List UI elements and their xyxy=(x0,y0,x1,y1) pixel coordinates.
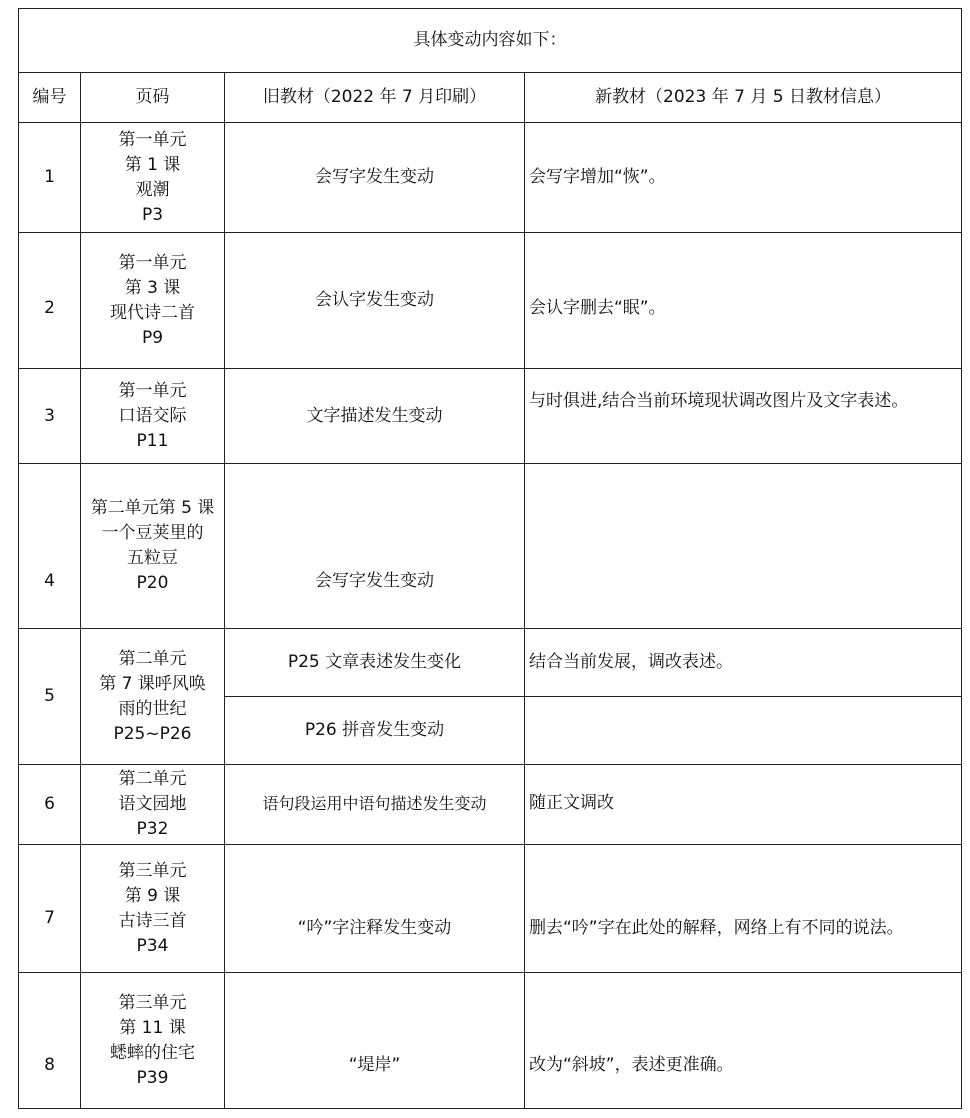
row-old: 会写字发生变动 xyxy=(225,123,525,233)
row-page xyxy=(81,973,225,1109)
page-line: 第三单元 xyxy=(118,992,187,1013)
page-line: 第二单元 xyxy=(118,769,187,789)
page-line: 语文园地 xyxy=(118,794,187,814)
page-line: 观潮 xyxy=(135,179,170,200)
row-page xyxy=(81,369,225,464)
row-page xyxy=(81,464,225,629)
page-line: 第 9 课 xyxy=(124,885,181,906)
page-line: 第一单元 xyxy=(118,129,187,150)
row-no: 8 xyxy=(19,973,81,1109)
row-old: 文字描述发生变动 xyxy=(225,369,525,464)
page-line: P25~P26 xyxy=(113,723,192,744)
header-old: 旧教材（2022 年 7 月印刷） xyxy=(225,73,525,123)
table-row xyxy=(19,629,962,697)
page-line: 古诗三首 xyxy=(118,910,187,931)
page-line: 第 1 课 xyxy=(124,154,181,175)
row-page xyxy=(81,233,225,369)
table-row xyxy=(19,765,962,845)
page-line: 雨的世纪 xyxy=(118,698,187,719)
row-old: “堤岸” xyxy=(225,973,525,1109)
row-new: 与时俱进,结合当前环境现状调改图片及文字表述。 xyxy=(525,369,962,464)
page-line: 第三单元 xyxy=(118,860,187,881)
page-line: P20 xyxy=(136,573,169,593)
page-line: 第二单元第 5 课 xyxy=(90,498,215,518)
row-old: “吟”字注释发生变动 xyxy=(225,845,525,973)
page-line: P34 xyxy=(136,935,169,956)
page-line: 现代诗二首 xyxy=(110,302,195,323)
row-old: P26 拼音发生变动 xyxy=(225,697,525,765)
page-line: 第 3 课 xyxy=(124,277,181,298)
page-line: 五粒豆 xyxy=(127,548,178,568)
row-new: 改为“斜坡”，表述更准确。 xyxy=(525,973,962,1109)
page-line: 第一单元 xyxy=(118,380,187,401)
row-old: 会认字发生变动 xyxy=(225,233,525,369)
header-new: 新教材（2023 年 7 月 5 日教材信息） xyxy=(525,73,962,123)
header-no: 编号 xyxy=(19,73,81,123)
table-row xyxy=(19,233,962,369)
page-line: 口语交际 xyxy=(118,405,187,426)
page-line: P3 xyxy=(141,204,164,225)
row-page xyxy=(81,629,225,765)
row-no: 5 xyxy=(19,629,81,765)
table-row xyxy=(19,369,962,464)
page-line: 第二单元 xyxy=(118,648,187,669)
page-line: P11 xyxy=(136,430,169,451)
row-no: 3 xyxy=(19,369,81,464)
row-no: 7 xyxy=(19,845,81,973)
page-line: P39 xyxy=(136,1067,169,1088)
row-new: 会认字删去“眠”。 xyxy=(525,233,962,369)
page-line: 蟋蟀的住宅 xyxy=(110,1042,195,1063)
row-new xyxy=(525,464,962,629)
table-row xyxy=(19,845,962,973)
table-row xyxy=(19,464,962,629)
table-title: 具体变动内容如下： xyxy=(19,9,962,73)
row-new: 结合当前发展，调改表述。 xyxy=(525,629,962,697)
page-line: P9 xyxy=(141,327,164,348)
row-no: 6 xyxy=(19,765,81,845)
row-no: 4 xyxy=(19,464,81,629)
row-new: 随正文调改 xyxy=(525,765,962,845)
page-line: 第一单元 xyxy=(118,252,187,273)
page-line: 一个豆荚里的 xyxy=(101,523,204,543)
page-line: 第 11 课 xyxy=(119,1017,186,1038)
header-page: 页码 xyxy=(81,73,225,123)
row-old: 会写字发生变动 xyxy=(225,464,525,629)
changes-table xyxy=(18,8,962,1109)
row-old: P25 文章表述发生变化 xyxy=(225,629,525,697)
row-page xyxy=(81,123,225,233)
row-new: 会写字增加“恢”。 xyxy=(525,123,962,233)
header-row xyxy=(19,73,962,123)
row-old: 语句段运用中语句描述发生变动 xyxy=(225,765,525,845)
row-page xyxy=(81,845,225,973)
row-no: 2 xyxy=(19,233,81,369)
row-no: 1 xyxy=(19,123,81,233)
table-row xyxy=(19,123,962,233)
table-row xyxy=(19,973,962,1109)
row-new xyxy=(525,697,962,765)
title-row xyxy=(19,9,962,73)
page-line: P32 xyxy=(136,819,169,839)
row-new: 删去“吟”字在此处的解释，网络上有不同的说法。 xyxy=(525,845,962,973)
row-page xyxy=(81,765,225,845)
page-line: 第 7 课呼风唤 xyxy=(99,673,206,694)
